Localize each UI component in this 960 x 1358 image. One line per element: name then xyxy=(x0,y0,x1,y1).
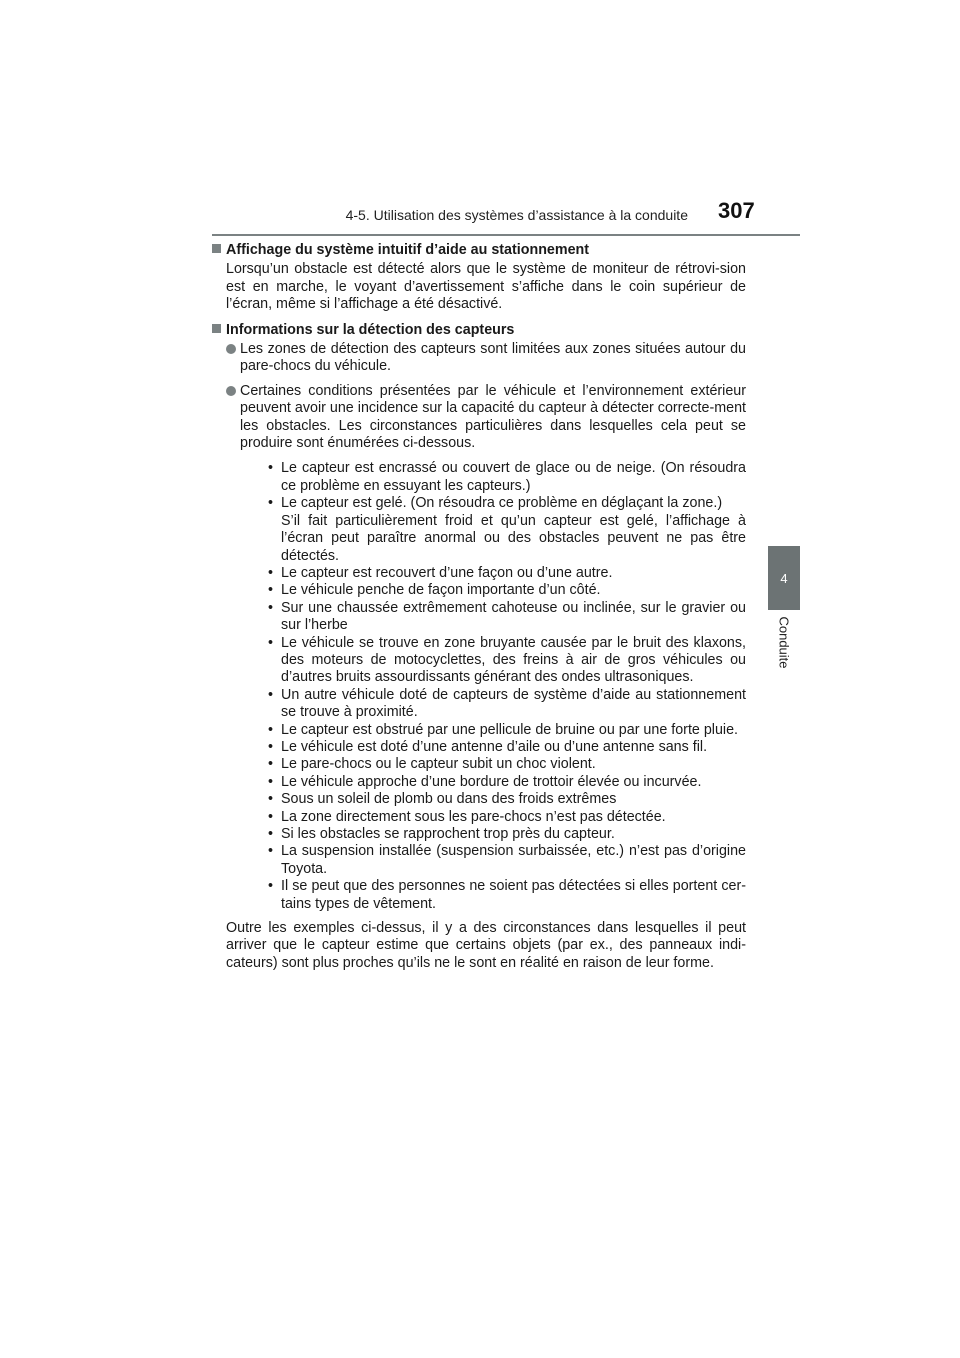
circle-bullet-icon xyxy=(226,344,236,354)
square-bullet-icon xyxy=(212,324,221,333)
list-item: • La zone directement sous les pare-chocs n’est pas détectée. xyxy=(268,809,746,826)
list-item: • La suspension installée (suspension surbaissée, etc.) n’est pas d’origine Toyota. xyxy=(268,843,746,878)
closing-paragraph: Outre les exemples ci-dessus, il y a des circonstances dans lesquelles il peut arriver que le capteur estime que certains objets (par ex., des panneaux indi-cateurs) sont plus proches qu’ils ne le sont en réalité en raison de leur forme. xyxy=(226,920,746,971)
list-item: • Le véhicule est doté d’une antenne d’aile ou d’une antenne sans fil. xyxy=(268,739,746,756)
circle-point-content xyxy=(240,383,746,913)
list-item xyxy=(268,495,746,565)
page-content xyxy=(212,242,746,972)
section-heading xyxy=(212,322,746,339)
chapter-tab-number: 4 xyxy=(768,546,800,610)
chapter-tab-label xyxy=(768,610,800,674)
list-item: • Sous un soleil de plomb ou dans des froids extrêmes xyxy=(268,791,746,808)
section-paragraph: Lorsqu’un obstacle est détecté alors que le système de moniteur de rétrovi-sion est en marche, le voyant d’avertissement s’affiche dans le coin supérieur de l’écran, même si l’affichage a été désactivé. xyxy=(226,261,746,313)
chapter-tab-label-text: Conduite xyxy=(776,615,792,669)
circle-point-text: Certaines conditions présentées par le véhicule et l’environnement extérieur peuvent avoir une incidence sur la capacité du capteur à détecter correcte-ment les obstacles. Les circonstances particulières dans lesquelles cela peut se produire sont énumérées ci-dessous. xyxy=(240,382,746,452)
conditions-list xyxy=(240,460,746,913)
list-item: • Le capteur est recouvert d’une façon ou d’une autre. xyxy=(268,565,746,582)
list-item: • Il se peut que des personnes ne soient pas détectées si elles portent cer-tains types de vêtement. xyxy=(268,878,746,913)
list-item: • Le capteur est obstrué par une pellicule de bruine ou par une forte pluie. xyxy=(268,722,746,739)
circle-point-text: Les zones de détection des capteurs sont limitées aux zones situées autour du pare-chocs du véhicule. xyxy=(240,341,746,375)
list-item: • Le véhicule penche de façon importante d’un côté. xyxy=(268,582,746,599)
section-heading-text: Affichage du système intuitif d’aide au stationnement xyxy=(226,242,590,258)
circle-bullet-icon xyxy=(226,386,236,396)
list-item: • Un autre véhicule doté de capteurs de système d’aide au stationnement se trouve à proximité. xyxy=(268,687,746,722)
list-item: • Le capteur est encrassé ou couvert de glace ou de neige. (On résoudra ce problème en essuyant les capteurs.) xyxy=(268,460,746,495)
circle-point xyxy=(226,341,746,376)
list-item-text: • Le capteur est gelé. (On résoudra ce problème en déglaçant la zone.) xyxy=(281,495,723,512)
section-heading xyxy=(212,242,746,259)
list-item: • Le véhicule approche d’une bordure de trottoir élevée ou incurvée. xyxy=(268,774,746,791)
list-item: • Si les obstacles se rapprochent trop près du capteur. xyxy=(268,826,746,843)
section-heading-text: Informations sur la détection des capteurs xyxy=(226,321,515,338)
list-item: • Le véhicule se trouve en zone bruyante causée par le bruit des klaxons, des moteurs de motocyclettes, des freins à air de gros véhicules ou d’autres bruits assourdissants générant des ondes ultrasoniques. xyxy=(268,635,746,687)
header-divider xyxy=(212,234,800,236)
page-number: 307 xyxy=(718,198,755,223)
list-item: • Le pare-chocs ou le capteur subit un choc violent. xyxy=(268,756,746,773)
square-bullet-icon xyxy=(212,244,221,253)
frozen-sensor-note: S’il fait particulièrement froid et qu’un capteur est gelé, l’affichage à l’écran peut paraître anormal ou des obstacles peuvent ne pas être détectés. xyxy=(281,512,746,564)
circle-point xyxy=(226,383,746,913)
list-item: • Sur une chaussée extrêmement cahoteuse ou inclinée, sur le gravier ou sur l’herbe xyxy=(268,600,746,635)
header-section-title: 4-5. Utilisation des systèmes d’assistance à la conduite xyxy=(345,207,688,223)
